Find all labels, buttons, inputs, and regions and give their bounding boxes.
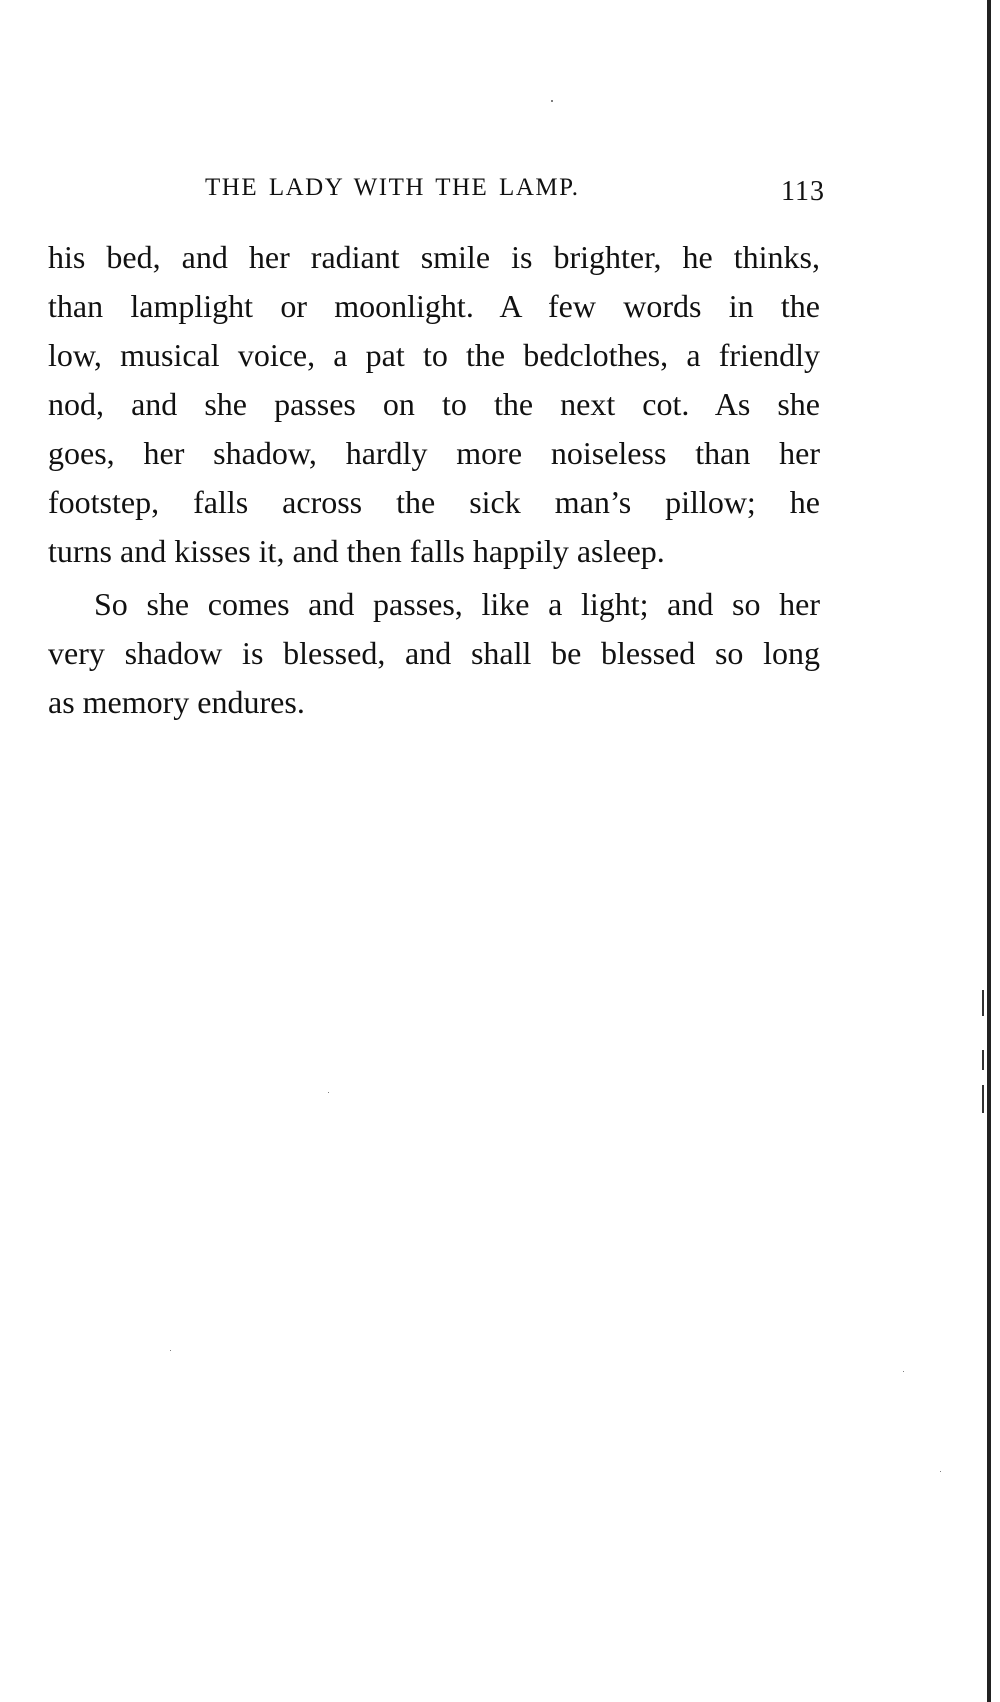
page-edge-mark (982, 1050, 984, 1070)
text-line: low, musical voice, a pat to the bedclothes, a friendly (48, 337, 820, 373)
text-line: than lamplight or moonlight. A few words in the (48, 288, 820, 324)
scan-speck (940, 1471, 941, 1472)
scan-speck (170, 1350, 171, 1351)
paragraph-2 (48, 580, 820, 727)
paragraph-1 (48, 233, 820, 576)
scan-speck (903, 1371, 904, 1372)
page-edge-line (987, 0, 991, 1702)
body-text (48, 233, 820, 727)
scan-speck (551, 100, 553, 102)
text-line: goes, her shadow, hardly more noiseless than her (48, 435, 820, 471)
text-line: his bed, and her radiant smile is brighter, he thinks, (48, 239, 820, 275)
text-line: So she comes and passes, like a light; and so her (94, 586, 820, 622)
page-number: 113 (781, 176, 825, 207)
running-title: THE LADY WITH THE LAMP. (205, 174, 580, 201)
page-edge-mark (982, 990, 984, 1016)
running-head (205, 174, 825, 214)
text-line: footstep, falls across the sick man’s pillow; he (48, 484, 820, 520)
text-line: very shadow is blessed, and shall be blessed so long (48, 635, 820, 671)
text-line: nod, and she passes on to the next cot. As she (48, 386, 820, 422)
text-line: turns and kisses it, and then falls happily asleep. (48, 533, 665, 569)
scan-speck (328, 1092, 329, 1093)
page-edge-mark (982, 1085, 984, 1113)
text-line: as memory endures. (48, 684, 305, 720)
